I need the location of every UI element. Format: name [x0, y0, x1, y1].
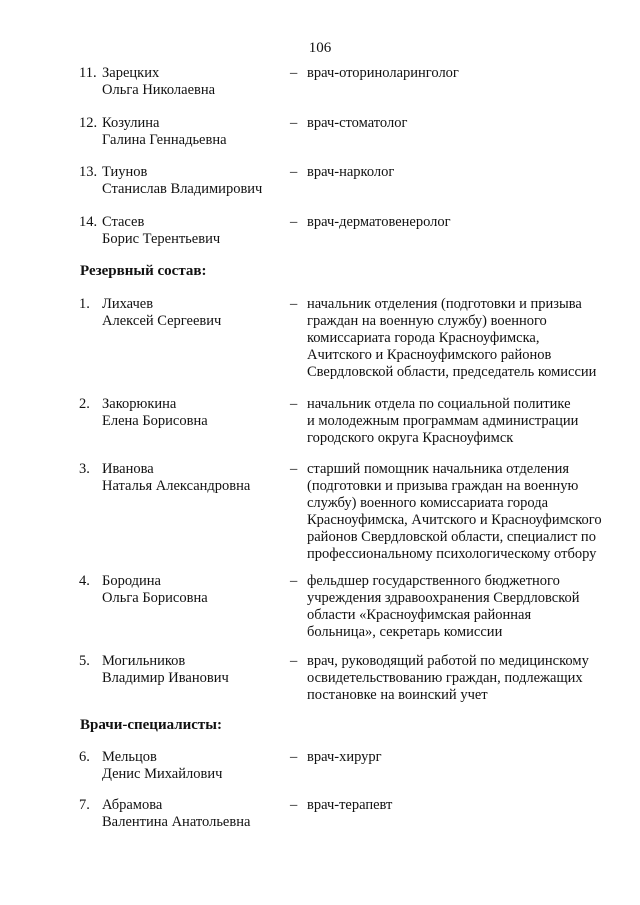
person-name: Козулина Галина Геннадьевна — [102, 115, 227, 148]
person-name: Могильников Владимир Иванович — [102, 653, 229, 686]
person-name: Лихачев Алексей Сергеевич — [102, 296, 222, 329]
item-number: 2. — [79, 396, 90, 412]
role-text: старший помощник начальника отделения (подготовки и призыва граждан на военную службу) военного комиссариата города Красноуфимска, Ачитского и Красноуфимского районов Свердловской области, специалист по профессиональному психологическому отбору — [307, 461, 602, 562]
item-number: 11. — [79, 65, 97, 81]
person-name: Зарецких Ольга Николаевна — [102, 65, 216, 98]
role-text: врач, руководящий работой по медицинскому освидетельствованию граждан, подлежащих постановке на воинский учет — [307, 653, 589, 703]
role-text: врач-стоматолог — [307, 115, 408, 131]
item-number: 3. — [79, 461, 90, 477]
person-name: Мельцов Денис Михайлович — [102, 749, 223, 782]
dash: – — [290, 749, 298, 765]
dash: – — [290, 115, 298, 131]
role-text: врач-дерматовенеролог — [307, 214, 451, 230]
item-number: 4. — [79, 573, 90, 589]
item-number: 6. — [79, 749, 90, 765]
dash: – — [290, 461, 298, 477]
role-text: начальник отдела по социальной политике и молодежным программам администрации городского округа Красноуфимск — [307, 396, 579, 446]
dash: – — [290, 797, 298, 813]
dash: – — [290, 65, 298, 81]
dash: – — [290, 214, 298, 230]
person-name: Стасев Борис Терентьевич — [102, 214, 221, 247]
item-number: 7. — [79, 797, 90, 813]
dash: – — [290, 653, 298, 669]
person-name: Закорюкина Елена Борисовна — [102, 396, 208, 429]
dash: – — [290, 573, 298, 589]
dash: – — [290, 164, 298, 180]
role-text: врач-нарколог — [307, 164, 395, 180]
page-number: 106 — [308, 40, 332, 56]
reserve-heading: Резервный состав: — [80, 263, 207, 279]
specialists-heading: Врачи-специалисты: — [80, 717, 223, 733]
dash: – — [290, 396, 298, 412]
person-name: Бородина Ольга Борисовна — [102, 573, 208, 606]
role-text: врач-хирург — [307, 749, 382, 765]
role-text: начальник отделения (подготовки и призыва граждан на военную службу) военного комиссариата города Красноуфимска, Ачитского и Красноуфимского районов Свердловской области, председатель комиссии — [307, 296, 597, 380]
person-name: Абрамова Валентина Анатольевна — [102, 797, 251, 830]
person-name: Тиунов Станислав Владимирович — [102, 164, 263, 197]
role-text: фельдшер государственного бюджетного учреждения здравоохранения Свердловской области «Красноуфимская районная больница», секретарь комиссии — [307, 573, 580, 640]
dash: – — [290, 296, 298, 312]
role-text: врач-оториноларинголог — [307, 65, 459, 81]
item-number: 5. — [79, 653, 90, 669]
person-name: Иванова Наталья Александровна — [102, 461, 251, 494]
item-number: 13. — [79, 164, 98, 180]
role-text: врач-терапевт — [307, 797, 393, 813]
item-number: 12. — [79, 115, 98, 131]
item-number: 1. — [79, 296, 90, 312]
item-number: 14. — [79, 214, 98, 230]
